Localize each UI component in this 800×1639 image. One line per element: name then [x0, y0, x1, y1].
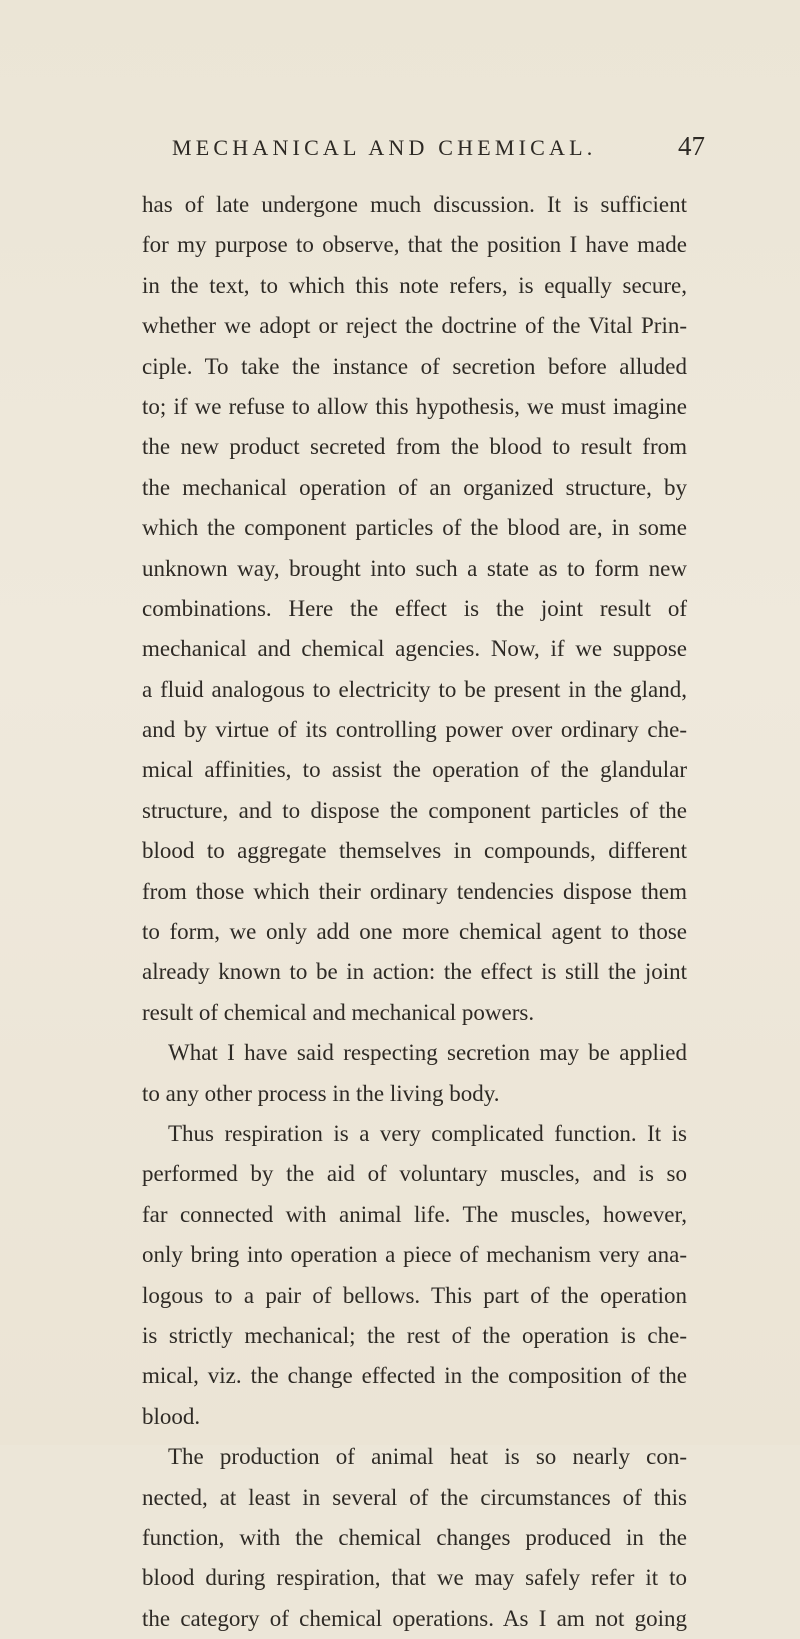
running-title: MECHANICAL AND CHEMICAL.: [172, 135, 597, 160]
text-line: to; if we refuse to allow this hypothesis, we must imagine: [142, 393, 687, 419]
text-line: from those which their ordinary tendencies dispose them: [142, 878, 687, 904]
text-line: What I have said respecting secretion may be applied: [168, 1040, 687, 1066]
text-line: to any other process in the living body.: [142, 1080, 500, 1106]
text-line: structure, and to dispose the component particles of the: [142, 797, 687, 823]
text-line: ciple. To take the instance of secretion before alluded: [142, 353, 687, 379]
text-line: has of late undergone much discussion. It is sufficient: [142, 192, 687, 217]
text-line: nected, at least in several of the circumstances of this: [142, 1484, 687, 1510]
text-line: result of chemical and mechanical powers.: [142, 999, 535, 1025]
text-line: is strictly mechanical; the rest of the operation is che-: [142, 1322, 687, 1348]
text-line: far connected with animal life. The muscles, however,: [142, 1201, 687, 1227]
text-line: performed by the aid of voluntary muscles, and is so: [142, 1161, 687, 1187]
text-line: the new product secreted from the blood to result from: [142, 434, 687, 460]
text-line: only bring into operation a piece of mechanism very ana-: [142, 1242, 687, 1268]
running-head: [160, 131, 705, 171]
text-line: which the component particles of the blood are, in some: [142, 515, 687, 541]
page-number: 47: [678, 131, 705, 161]
text-line: Thus respiration is a very complicated function. It is: [168, 1120, 687, 1146]
text-line: the mechanical operation of an organized structure, by: [142, 474, 687, 500]
text-line: a fluid analogous to electricity to be present in the gland,: [142, 676, 687, 702]
text-line: blood during respiration, that we may safely refer it to: [142, 1565, 687, 1591]
text-line: the category of chemical operations. As I am not going: [142, 1605, 687, 1631]
text-line: mechanical and chemical agencies. Now, if we suppose: [142, 636, 687, 662]
text-line: combinations. Here the effect is the joint result of: [142, 595, 687, 621]
text-line: The production of animal heat is so nearly con-: [168, 1444, 687, 1470]
text-line: to form, we only add one more chemical agent to those: [142, 919, 687, 945]
text-line: logous to a pair of bellows. This part of the operation: [142, 1282, 687, 1308]
text-line: in the text, to which this note refers, is equally secure,: [142, 272, 687, 298]
text-line: blood to aggregate themselves in compounds, different: [142, 838, 687, 864]
text-line: mical affinities, to assist the operation of the glandular: [142, 757, 687, 783]
text-line: for my purpose to observe, that the position I have made: [142, 232, 687, 258]
text-line: whether we adopt or reject the doctrine of the Vital Prin-: [142, 313, 687, 339]
text-line: blood.: [142, 1403, 201, 1429]
text-line: already known to be in action: the effect is still the joint: [142, 959, 687, 985]
body-text: [142, 185, 687, 1639]
text-line: mical, viz. the change effected in the composition of the: [142, 1363, 687, 1389]
text-line: and by virtue of its controlling power over ordinary che-: [142, 717, 687, 743]
text-line: function, with the chemical changes produced in the: [142, 1524, 687, 1550]
text-line: unknown way, brought into such a state as to form new: [142, 555, 687, 581]
